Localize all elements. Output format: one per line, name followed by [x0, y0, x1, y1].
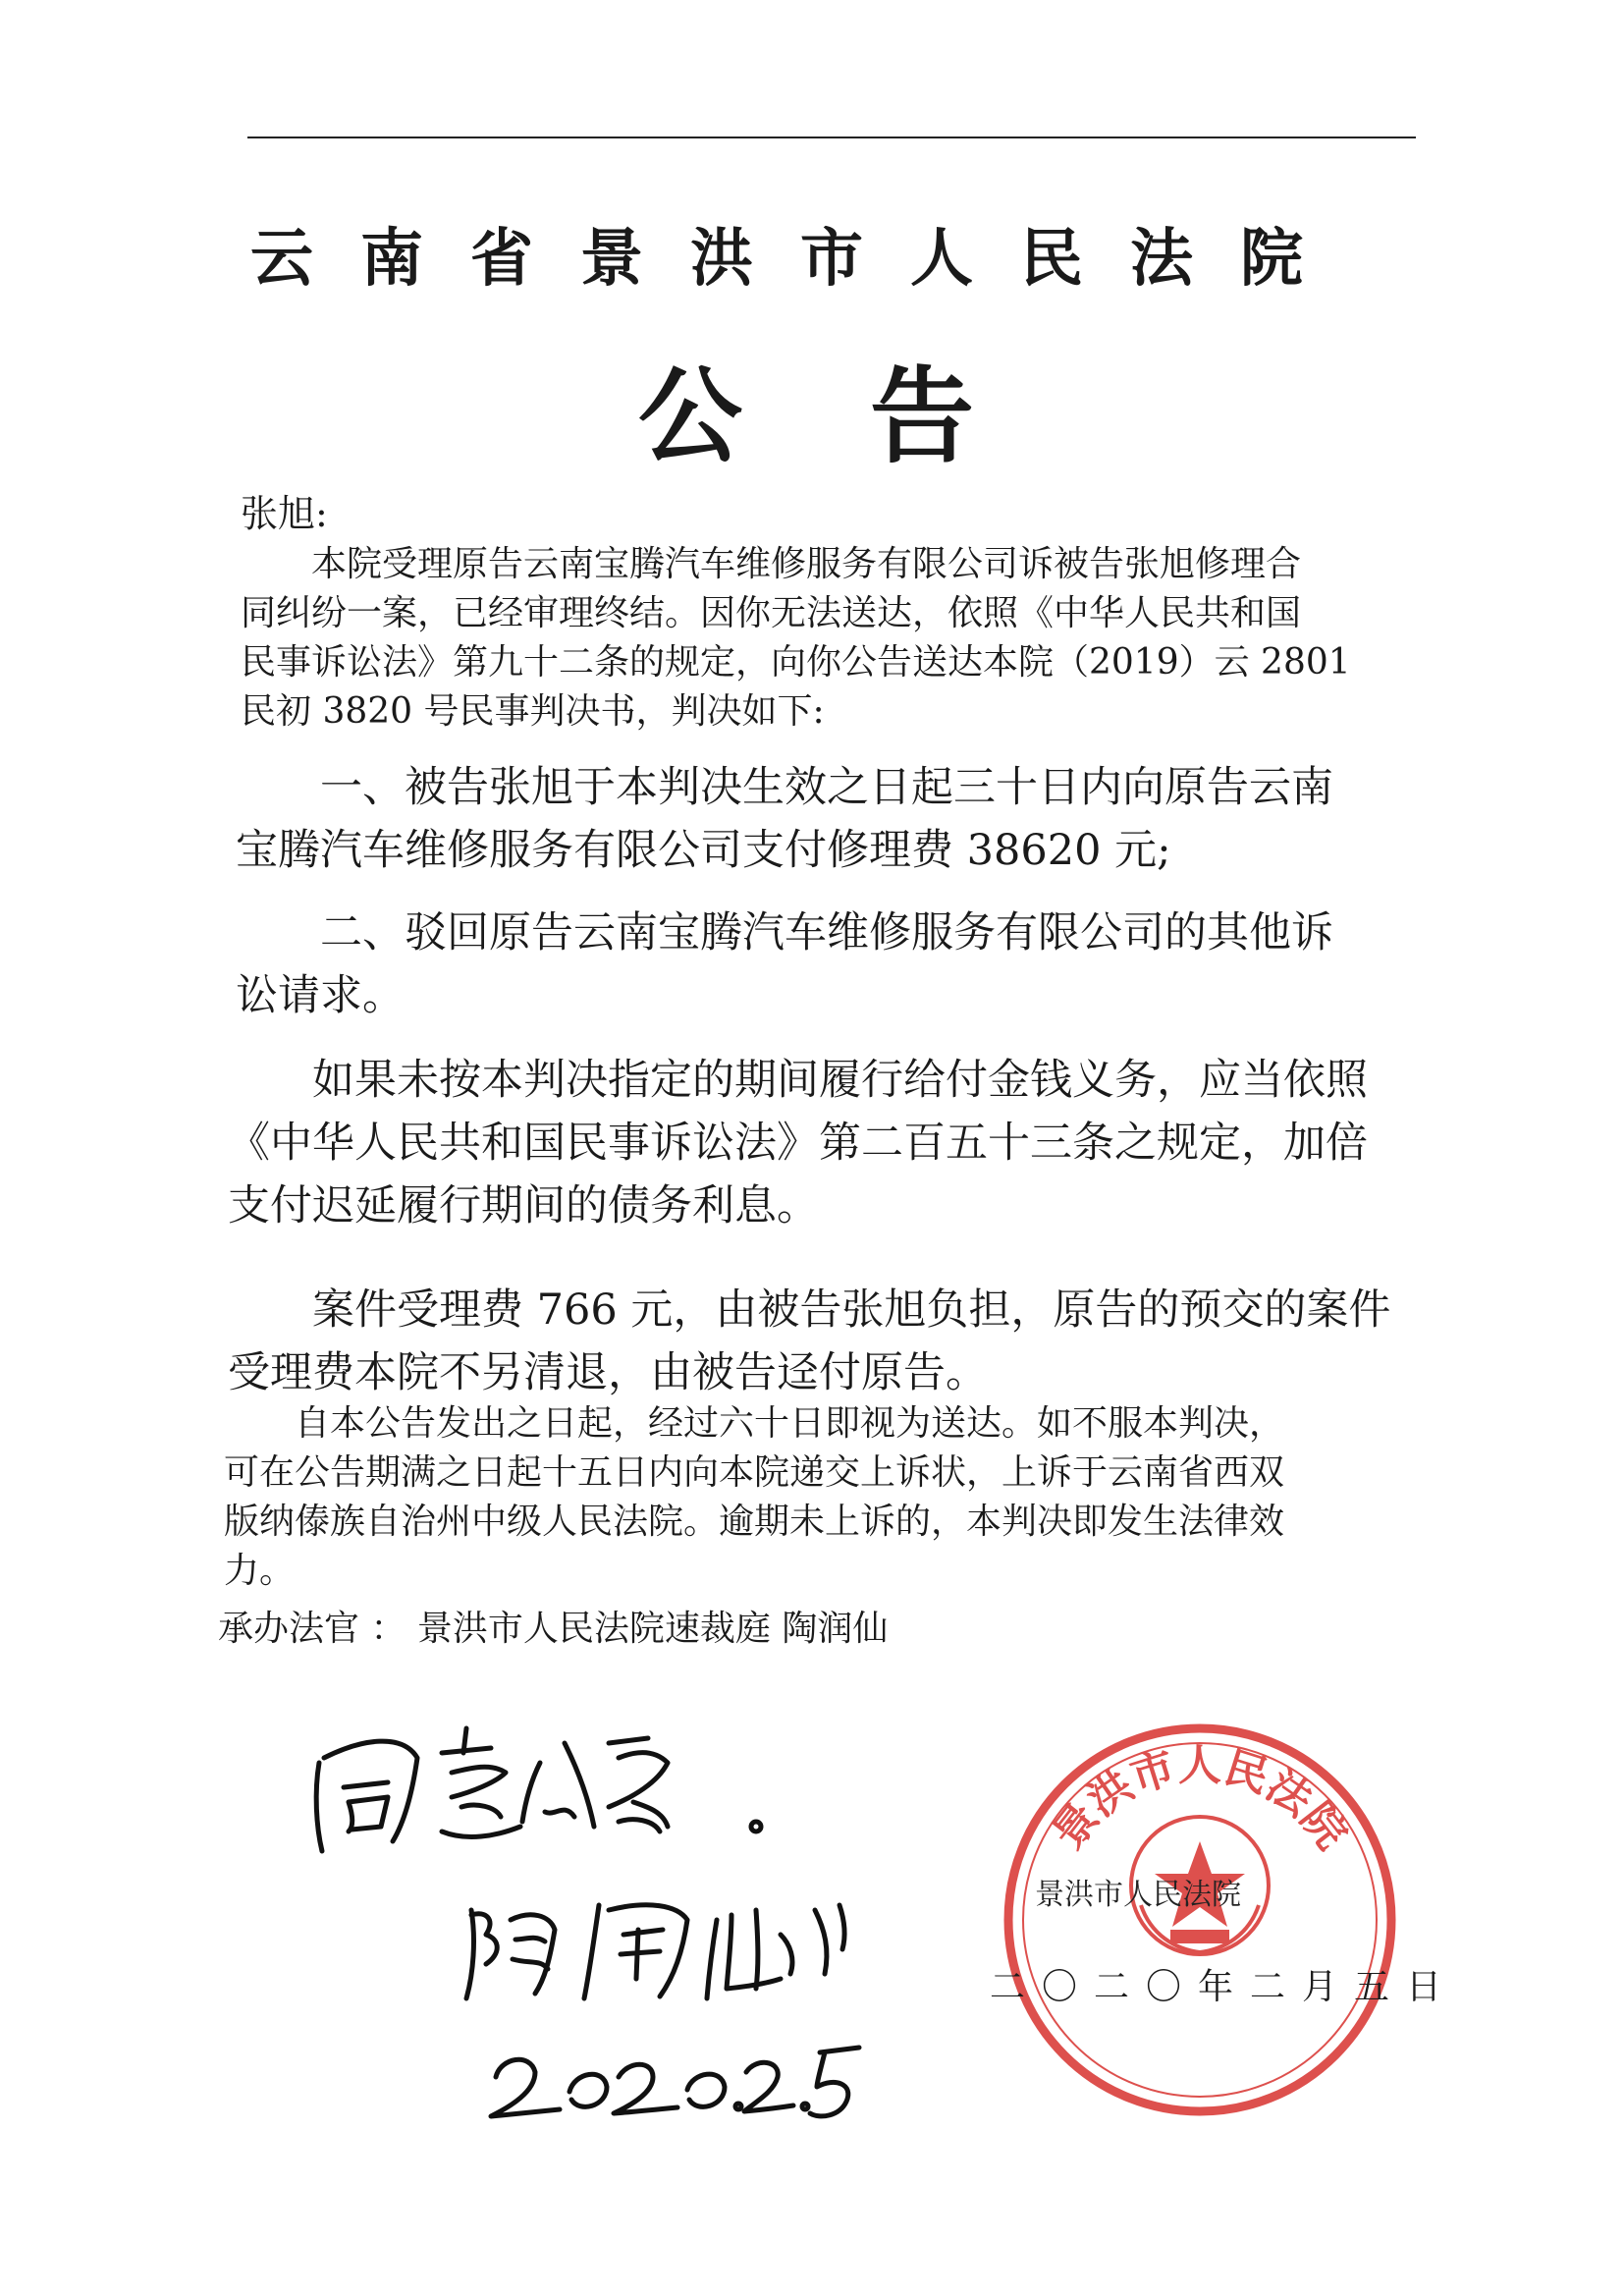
signoff-court-name: 景洪市人民法院 — [1035, 1878, 1241, 1912]
judge-line: 承办法官 ： 景洪市人民法院速裁庭 陶润仙 — [218, 1609, 889, 1649]
handwritten-date — [481, 2023, 864, 2131]
seal-arc-text: 景洪市人民法院 — [1043, 1740, 1357, 1859]
text-line: 自本公告发出之日起，经过六十日即视为送达。如不服本判决， — [224, 1403, 1285, 1444]
handwritten-approval-signature — [295, 1704, 785, 1861]
ruling-one-paragraph — [236, 756, 1333, 882]
text-line: 力。 — [224, 1551, 296, 1591]
top-rule — [247, 137, 1416, 138]
text-line: 民初 3820 号民事判决书，判决如下: — [241, 691, 825, 732]
court-name-heading: 云南省景洪市人民法院 — [250, 223, 1350, 296]
handwritten-name-signature — [452, 1881, 864, 2008]
text-line: 本院受理原告云南宝腾汽车维修服务有限公司诉被告张旭修理合 — [241, 544, 1302, 584]
notice-title: 公告 — [638, 356, 1102, 477]
case-fee-paragraph — [228, 1279, 1390, 1404]
text-line: 案件受理费 766 元，由被告张旭负担，原告的预交的案件 — [228, 1285, 1391, 1335]
intro-paragraph — [241, 540, 1351, 737]
addressee: 张旭: — [241, 492, 328, 535]
seal-inner-ring — [1023, 1743, 1377, 2097]
text-line: 民事诉讼法》第九十二条的规定，向你公告送达本院（2019）云 2801 — [241, 642, 1351, 683]
text-line: 二、驳回原告云南宝腾汽车维修服务有限公司的其他诉 — [236, 908, 1333, 957]
text-line: 一、被告张旭于本判决生效之日起三十日内向原告云南 — [236, 763, 1333, 812]
text-line: 《中华人民共和国民事诉讼法》第二百五十三条之规定，加倍 — [228, 1119, 1368, 1168]
text-line: 版纳傣族自治州中级人民法院。逾期未上诉的，本判决即发生法律效 — [224, 1502, 1285, 1542]
text-line: 宝腾汽车维修服务有限公司支付修理费 38620 元; — [236, 826, 1171, 875]
late-payment-paragraph — [228, 1049, 1368, 1237]
signoff-date: 二〇二〇年二月五日 — [990, 1967, 1459, 2007]
text-line: 同纠纷一案，已经审理终结。因你无法送达，依照《中华人民共和国 — [241, 593, 1302, 633]
text-line: 可在公告期满之日起十五日内向本院递交上诉状，上诉于云南省西双 — [224, 1452, 1285, 1493]
text-line: 讼请求。 — [236, 971, 405, 1020]
appeal-paragraph — [224, 1399, 1284, 1596]
text-line: 支付迟延履行期间的债务利息。 — [228, 1181, 819, 1230]
text-line: 如果未按本判决指定的期间履行给付金钱义务，应当依照 — [228, 1056, 1368, 1105]
ruling-two-paragraph — [236, 902, 1333, 1027]
court-seal — [994, 1714, 1406, 2126]
text-line: 受理费本院不另清退，由被告迳付原告。 — [228, 1348, 988, 1397]
